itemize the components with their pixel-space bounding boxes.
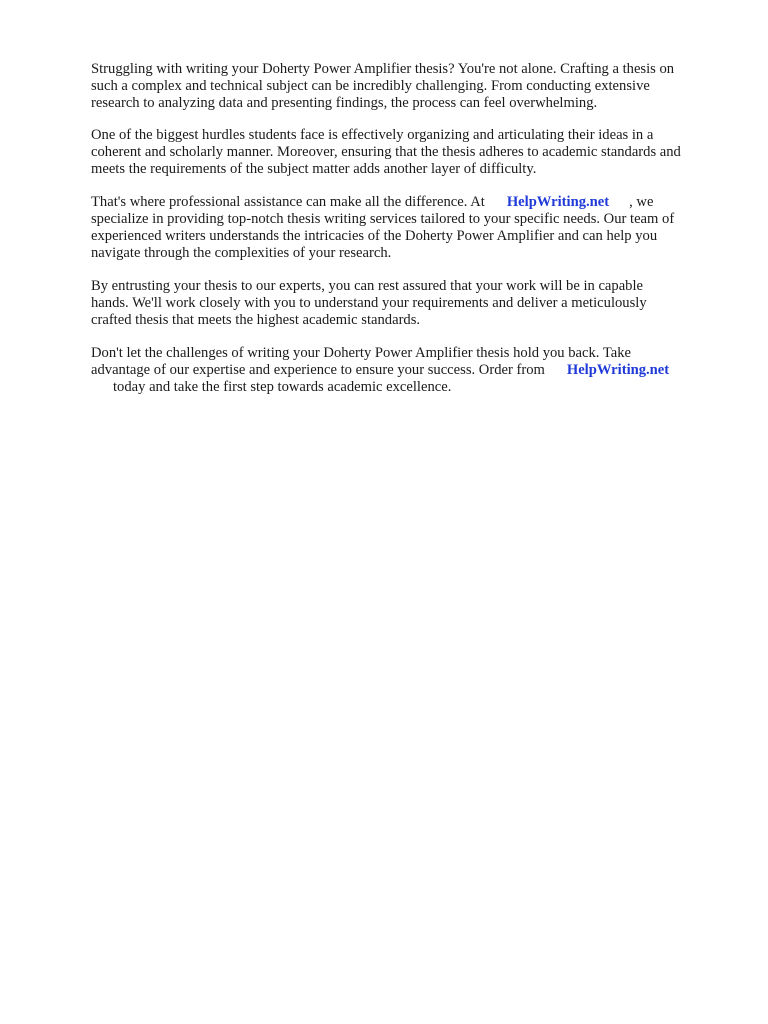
text-line: One of the biggest hurdles students face is effectively organizing and articulating their ideas in a bbox=[91, 127, 654, 143]
text-line: navigate through the complexities of your research. bbox=[91, 245, 392, 261]
text-line: research to analyzing data and presenting findings, the process can feel overwhelming. bbox=[91, 95, 598, 111]
paragraph-assistance bbox=[91, 194, 731, 262]
text-line: experienced writers understands the intricacies of the Doherty Power Amplifier and can help you bbox=[91, 228, 658, 244]
text-line: such a complex and technical subject can be incredibly challenging. From conducting extensive bbox=[91, 78, 650, 94]
text-line bbox=[91, 379, 731, 396]
text-line-with-link bbox=[91, 362, 731, 379]
text-segment: advantage of our expertise and experience to ensure your success. Order from bbox=[91, 362, 545, 378]
text-segment: That's where professional assistance can make all the difference. At bbox=[91, 194, 485, 210]
text-line: crafted thesis that meets the highest academic standards. bbox=[91, 312, 421, 328]
paragraph-hurdles bbox=[91, 127, 731, 178]
text-segment: , we bbox=[629, 194, 654, 210]
text-line: meets the requirements of the subject matter adds another layer of difficulty. bbox=[91, 161, 537, 177]
text-segment: today and take the first step towards academic excellence. bbox=[113, 379, 452, 395]
helpwriting-link[interactable]: HelpWriting.net bbox=[506, 194, 610, 210]
text-line: By entrusting your thesis to our experts, you can rest assured that your work will be in capable bbox=[91, 278, 644, 294]
paragraph-intro bbox=[91, 61, 731, 112]
text-line: hands. We'll work closely with you to understand your requirements and deliver a meticulously bbox=[91, 295, 647, 311]
text-line: Don't let the challenges of writing your Doherty Power Amplifier thesis hold you back. Take bbox=[91, 345, 631, 361]
helpwriting-link[interactable]: HelpWriting.net bbox=[566, 362, 670, 378]
text-line: coherent and scholarly manner. Moreover, ensuring that the thesis adheres to academic standards and bbox=[91, 144, 681, 160]
paragraph-experts bbox=[91, 278, 731, 329]
paragraph-closing bbox=[91, 345, 731, 396]
text-line: specialize in providing top-notch thesis writing services tailored to your specific needs. Our team of bbox=[91, 211, 675, 227]
text-line: Struggling with writing your Doherty Power Amplifier thesis? You're not alone. Crafting a thesis on bbox=[91, 61, 675, 77]
text-line-with-link bbox=[91, 194, 731, 211]
